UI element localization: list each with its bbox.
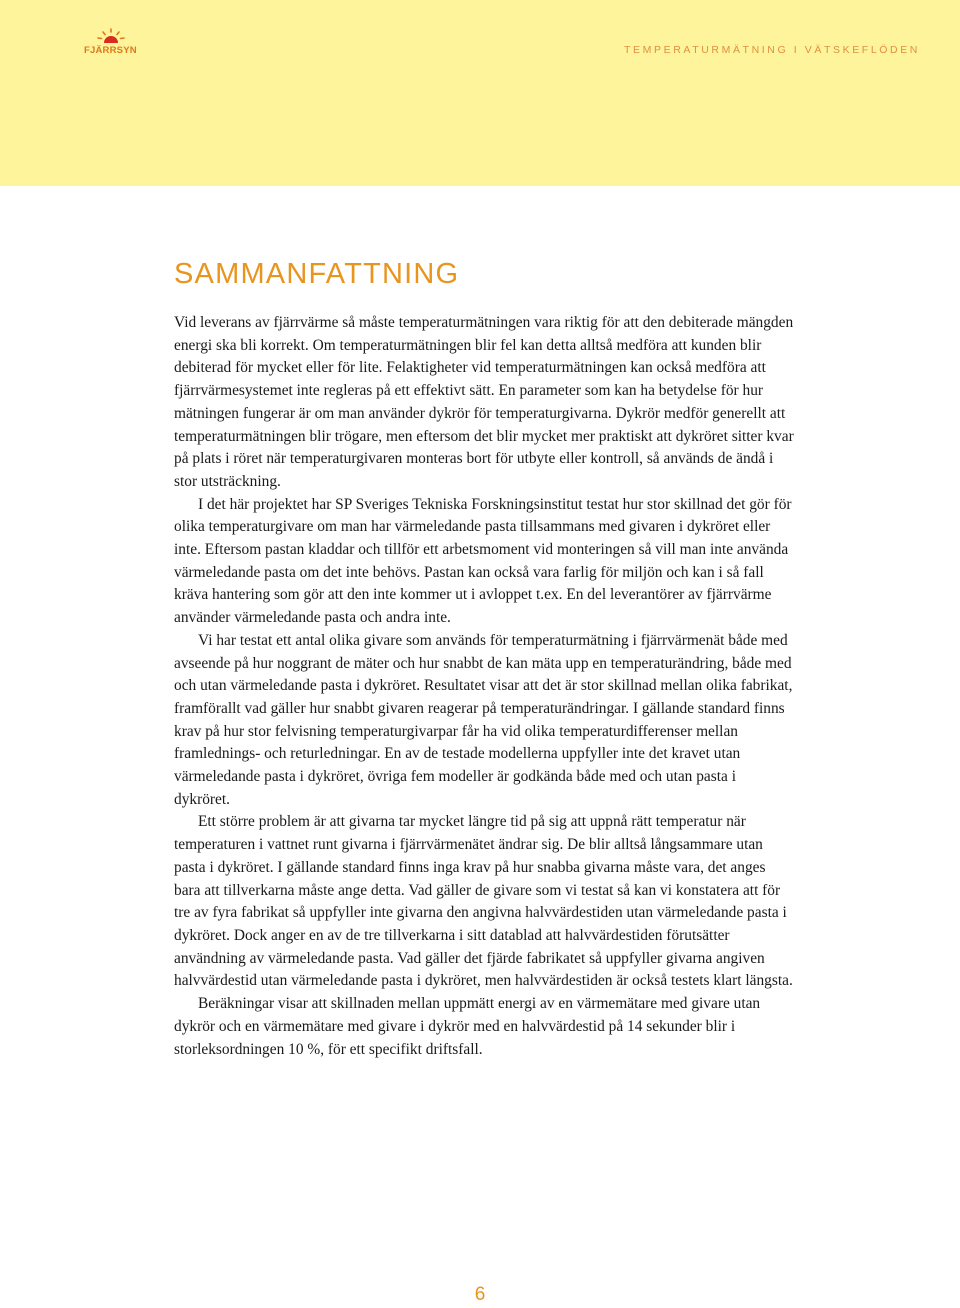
page-number: 6 bbox=[474, 1284, 486, 1305]
fjarrsyn-logo bbox=[84, 28, 140, 58]
sun-icon bbox=[96, 28, 126, 44]
paragraph-3: Vi har testat ett antal olika givare som används för temperaturmätning i fjärrvärmenät både med avseende på hur noggrant de mäter och hur snabbt de kan mäta upp en temperaturändring, både med och utan värmeledande pasta i dykröret. Resultatet visar att det är stor skillnad mellan olika fabrikat, framförallt vad gäller hur snabbt givaren reagerar på temperaturändringar. I gällande standard finns krav på hur stor felvisning temperaturgivarpar får ha vid olika temperaturdifferenser mellan framlednings- och returledningar. En av de testade modellerna uppfyller inte det kravet utan värmeledande pasta i dykröret, övriga fem modeller är godkända både med och utan pasta i dykröret. bbox=[174, 631, 793, 808]
paragraph-1: Vid leverans av fjärrvärme så måste temperaturmätningen vara riktig för att den debiterade mängden energi ska bli korrekt. Om temperaturmätningen blir fel kan detta alltså medföra att kunden blir debiterad för mycket eller för lite. Felaktigheter vid temperaturmätningen kan också medföra att fjärrvärmesystemet inte regleras på ett effektivt sätt. En parameter som kan ha betydelse för hur mätningen fungerar är om man använder dykrör för temperaturgivarna. Dykrör medför generellt att temperaturmätningen blir trögare, men eftersom det blir mycket mer praktiskt att dykröret sitter kvar på plats i röret när temperaturgivaren monteras bort för utbyte eller kontroll, så används de ändå i stor utsträckning. bbox=[174, 314, 794, 490]
logo-text: FJÄRRSYN bbox=[84, 45, 137, 56]
body-text bbox=[174, 312, 794, 1061]
header-band bbox=[0, 0, 960, 186]
paragraph-5: Beräkningar visar att skillnaden mellan uppmätt energi av en värmemätare med givare utan dykrör och en värmemätare med givare i dykrör med en halvvärdestid på 14 sekunder blir i storleksordningen 10 %, för ett specifikt driftsfall. bbox=[174, 995, 761, 1058]
paragraph-2: I det här projektet har SP Sveriges Tekniska Forskningsinstitut testat hur stor skillnad det gör för olika temperaturgivare om man har värmeledande pasta tillsammans med givaren i dykröret eller inte. Eftersom pastan kladdar och tillför ett arbetsmoment vid monteringen så vill man inte använda värmeledande pasta om det inte behövs. Pastan kan också vara farlig för miljön och kan i så fall kräva hantering som gör att den inte kommer ut i avloppet t.ex. En del leverantörer av fjärrvärme använder värmeledande pasta och andra inte. bbox=[174, 495, 792, 627]
paragraph-4: Ett större problem är att givarna tar mycket längre tid på sig att uppnå rätt temperatur när temperaturen i vattnet runt givarna i fjärrvärmenätet ändrar sig. De blir alltså långsammare utan pasta i dykröret. I gällande standard finns inga krav på hur snabba givarna måste vara, det anges bara att tillverkarna måste ange detta. Vad gäller de givare som vi testat så kan vi konstatera att för tre av fyra fabrikat så uppfyller inte givarna den angivna halvvärdestiden utan värmeledande pasta i dykröret. Dock anger en av de tre tillverkarna i sitt datablad att halvvärdestiden förutsätter användning av värmeledande pasta. Vad gäller det fjärde fabrikatet så uppfyller givarna angiven halvvärdestid utan värmeledande pasta i dykröret, men halvvärdestiden är också testets klart längsta. bbox=[174, 813, 793, 990]
running-head: TEMPERATURMÄTNING I VÄTSKEFLÖDEN bbox=[624, 44, 920, 56]
section-title: SAMMANFATTNING bbox=[174, 258, 460, 290]
